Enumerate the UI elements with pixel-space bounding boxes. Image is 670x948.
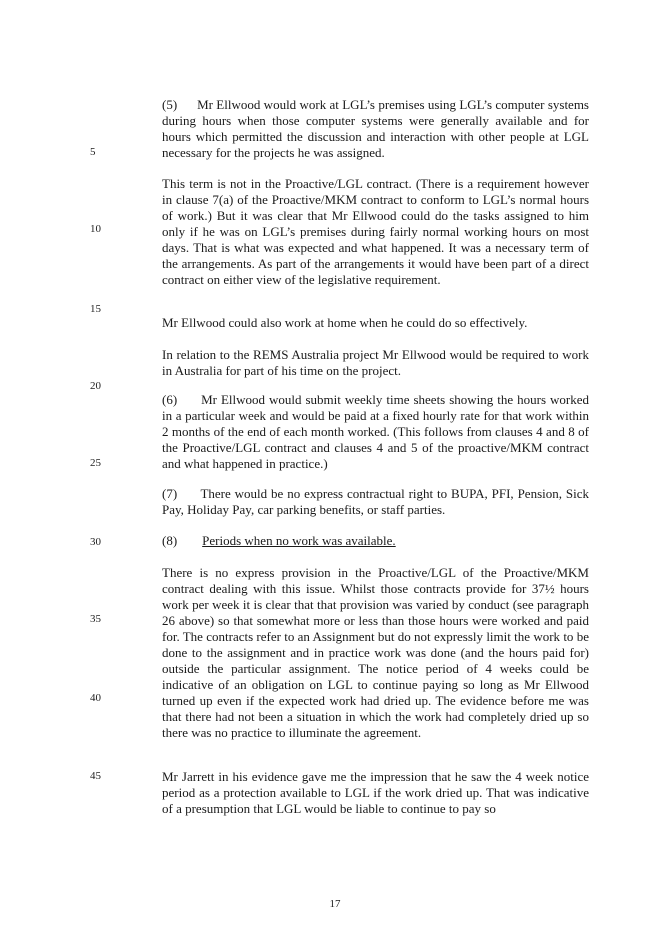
line-number-40: 40	[90, 692, 101, 704]
page-number: 17	[329, 898, 341, 910]
paragraph-mr-jarrett: Mr Jarrett in his evidence gave me the impression that he saw the 4 week notice period as a protection available to LGL if the work dried up. That was indicative of a presumption that LGL would be liable to continue to pay so	[162, 769, 589, 816]
line-number-25: 25	[90, 457, 101, 469]
paragraph-term-8-heading	[162, 533, 589, 549]
term-8-title: Periods when no work was available.	[202, 533, 396, 548]
paragraph-term-6: (6) Mr Ellwood would submit weekly time sheets showing the hours worked in a particular week and would be paid at a fixed hourly rate for that work within 2 months of the end of each month worked. (This follows from clauses 4 and 8 of the Proactive/LGL contract and clauses 4 and 5 of the proactive/MKM contract and what happened in practice.)	[162, 392, 589, 471]
line-number-10: 10	[90, 223, 101, 235]
paragraph-hours-term: This term is not in the Proactive/LGL contract. (There is a requirement however in clause 7(a) of the Proactive/MKM contract to conform to LGL’s normal hours of work.) But it was clear that Mr Ellwood could do the tasks assigned to him only if he was on LGL’s premises during fairly normal working hours on most days. That is what was expected and what happened. It was a necessary term of the arrangements. As part of the arrangements it would have been part of a direct contract on either view of the legislative requirement.	[162, 176, 589, 287]
line-number-5: 5	[90, 146, 96, 158]
line-number-30: 30	[90, 536, 101, 548]
paragraph-rems-australia: In relation to the REMS Australia project Mr Ellwood would be required to work in Australia for part of his time on the project.	[162, 347, 589, 378]
paragraph-no-express-provision: There is no express provision in the Proactive/LGL of the Proactive/MKM contract dealing with this issue. Whilst those contracts provide for 37½ hours work per week it is clear that that provision was varied by conduct (see paragraph 26 above) so that somewhat more or less than those hours were worked and paid for. The contracts refer to an Assignment but do not expressly limit the work to be done to the assignment and in practice work was done (and the hours paid for) outside the particular assignment. The notice period of 4 weeks could be indicative of an obligation on LGL to continue paying so long as Mr Ellwood turned up even if the expected work had dried up. The evidence before me was that there had not been a situation in which the work had completely dried up so there was no practice to illuminate the agreement.	[162, 565, 589, 740]
line-number-20: 20	[90, 380, 101, 392]
line-number-45: 45	[90, 770, 101, 782]
paragraph-term-5: (5) Mr Ellwood would work at LGL’s premises using LGL’s computer systems during hours when those computer systems were generally available and for hours which permitted the discussion and interaction with other people at LGL necessary for the projects he was assigned.	[162, 97, 589, 160]
paragraph-work-at-home: Mr Ellwood could also work at home when he could do so effectively.	[162, 315, 528, 330]
term-8-number: (8)	[162, 533, 178, 548]
line-number-35: 35	[90, 613, 101, 625]
line-number-15: 15	[90, 303, 101, 315]
paragraph-term-7: (7) There would be no express contractual right to BUPA, PFI, Pension, Sick Pay, Holiday Pay, car parking benefits, or staff parties.	[162, 486, 589, 517]
